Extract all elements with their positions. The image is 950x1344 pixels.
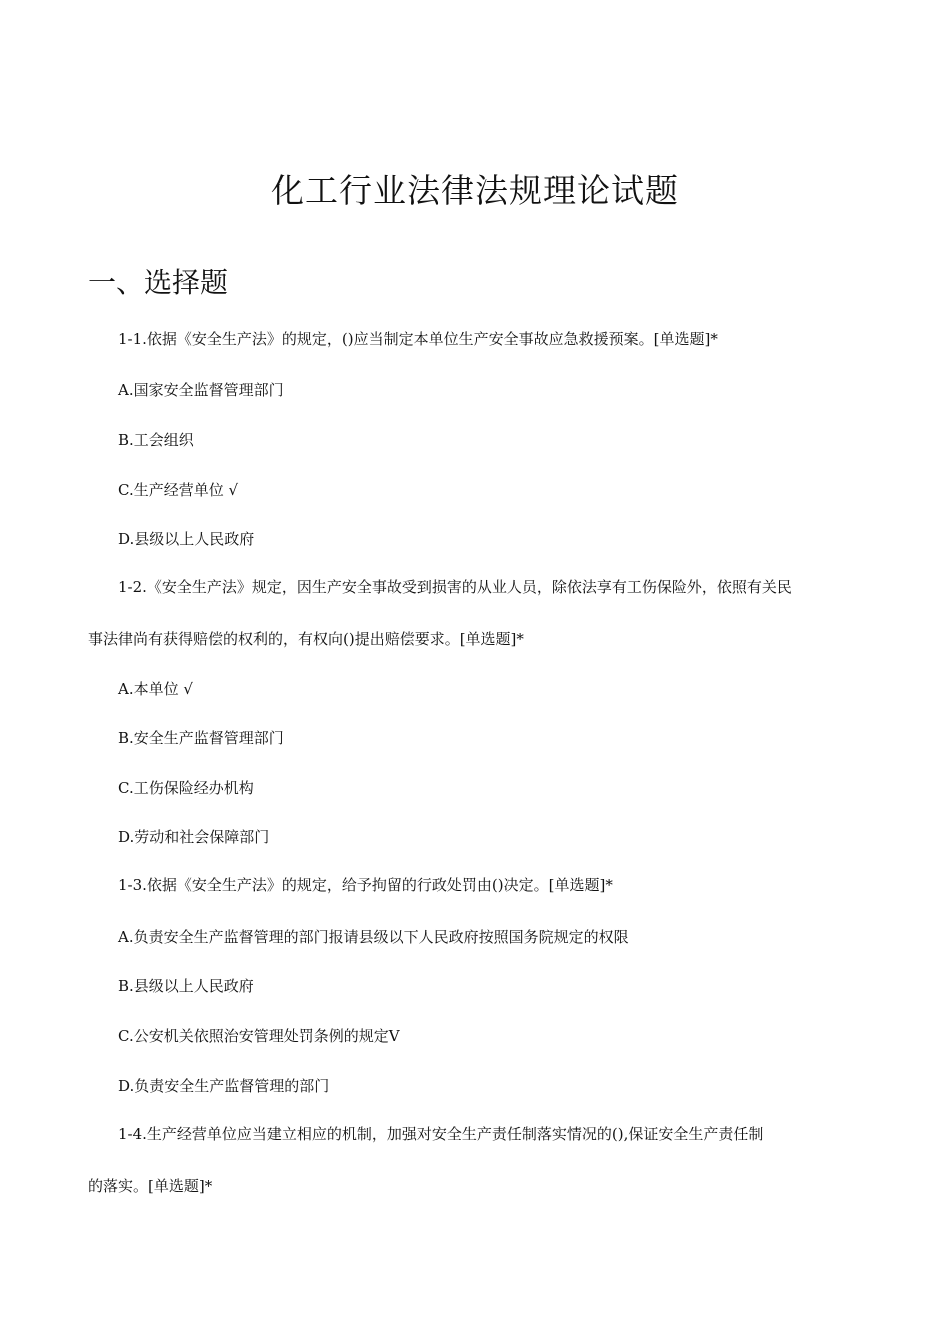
answer-option: D.负责安全生产监督管理的部门 [118,1077,330,1095]
answer-option: A.本单位 √ [118,680,193,698]
answer-option: B.工会组织 [118,431,194,449]
question-text: 1-2.《安全生产法》规定，因生产安全事故受到损害的从业人员，除依法享有工伤保险外，依照有关民 [118,578,792,596]
answer-option: B.安全生产监督管理部门 [118,729,284,747]
question-text: 1-4.生产经营单位应当建立相应的机制，加强对安全生产责任制落实情况的(),保证安全生产责任制 [118,1125,764,1143]
answer-option: C.公安机关依照治安管理处罚条例的规定V [118,1027,400,1045]
question-text: 1-3.依据《安全生产法》的规定，给予拘留的行政处罚由()决定。[单选题]* [118,876,613,894]
answer-option: A.负责安全生产监督管理的部门报请县级以下人民政府按照国务院规定的权限 [118,928,629,946]
question-text: 的落实。[单选题]* [88,1177,213,1195]
answer-option: D.县级以上人民政府 [118,530,255,548]
section-heading: 一、选择题 [88,266,229,300]
question-text: 事法律尚有获得赔偿的权利的，有权向()提出赔偿要求。[单选题]* [88,630,524,648]
answer-option: C.工伤保险经办机构 [118,779,254,797]
answer-option: C.生产经营单位 √ [118,481,239,499]
question-text: 1-1.依据《安全生产法》的规定，()应当制定本单位生产安全事故应急救援预案。[单选题]* [118,330,718,348]
answer-option: A.国家安全监督管理部门 [118,381,284,399]
page-title: 化工行业法律法规理论试题 [271,171,679,211]
answer-option: B.县级以上人民政府 [118,977,254,995]
answer-option: D.劳动和社会保障部门 [118,828,270,846]
